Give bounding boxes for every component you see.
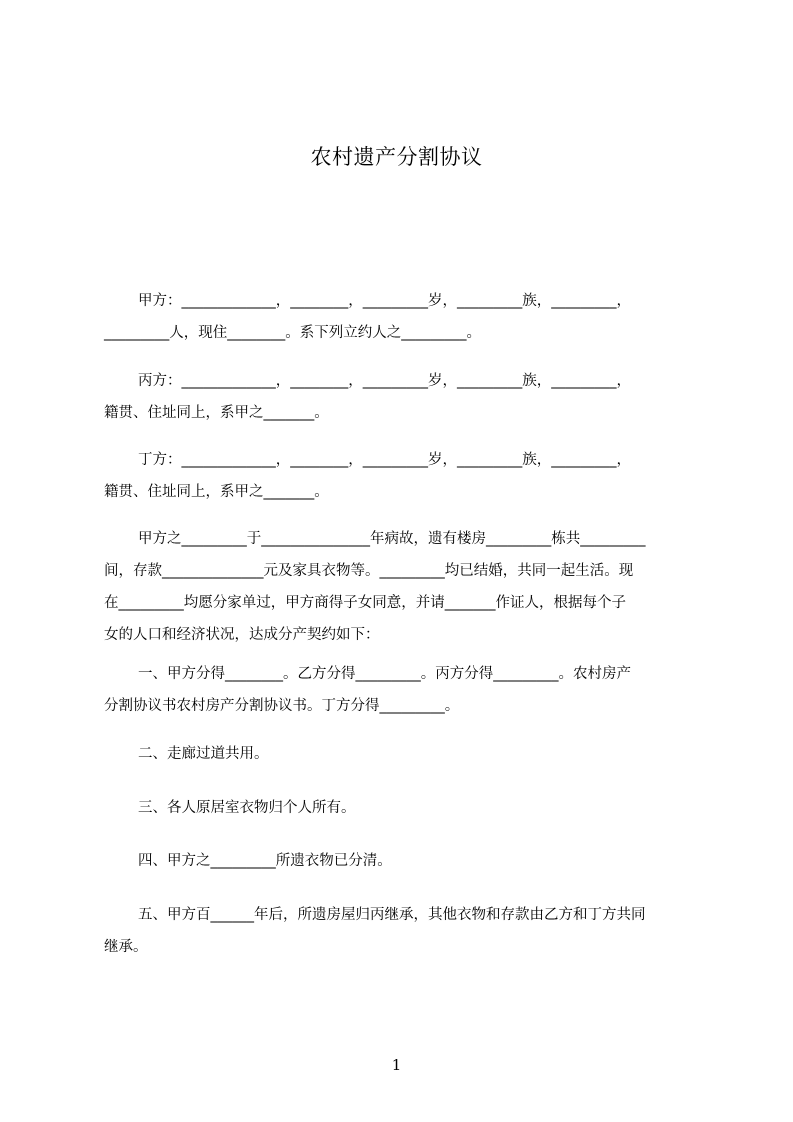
background-line-4: 女的人口和经济状况，达成分产契约如下：: [104, 627, 380, 643]
clause-3-text: 三、各人原居室衣物归个人所有。: [138, 800, 356, 816]
party-d-paragraph: [104, 444, 700, 508]
background-line-1: 甲方之_________于_______________年病故，遗有楼房_________栋共_________: [138, 531, 646, 547]
clause-2-text: 二、走廊过道共用。: [138, 746, 269, 762]
party-a-line-2: _________人，现住________。系下列立约人之_________。: [104, 325, 481, 341]
document-title: 农村遗产分割协议: [310, 145, 483, 169]
party-d-line-2: 籍贯、住址同上，系甲之_______。: [104, 484, 329, 500]
clause-4-text: 四、甲方之_________所遗衣物已分清。: [138, 853, 392, 869]
party-c-paragraph: [104, 365, 700, 429]
clause-2-paragraph: [104, 738, 700, 770]
clause-5-line-2: 继承。: [104, 939, 148, 955]
clause-1-line-2: 分割协议书农村房产分割协议书。丁方分得_________。: [104, 698, 460, 714]
page-number: 1: [391, 1056, 402, 1074]
background-line-3: 在_________均愿分家单过，甲方商得子女同意，并请_______作证人，根据每个子: [104, 595, 626, 611]
background-line-2: 间，存款______________元及家具衣物等。_________均已结婚，共同一起生活。现: [104, 563, 634, 579]
party-d-line-1: 丁方：_____________，________，_________岁，_________族，_________，: [138, 452, 631, 468]
party-c-line-2: 籍贯、住址同上，系甲之_______。: [104, 405, 329, 421]
party-c-line-1: 丙方：_____________，________，_________岁，_________族，_________，: [138, 373, 631, 389]
clause-1-paragraph: [104, 658, 700, 722]
clause-3-paragraph: [104, 792, 700, 824]
party-a-line-1: 甲方：_____________，________，_________岁，_________族，_________，: [138, 293, 631, 309]
clause-1-line-1: 一、甲方分得________。乙方分得_________。丙方分得_________。农村房产: [138, 666, 631, 682]
clause-4-paragraph: [104, 845, 700, 877]
background-paragraph: [104, 523, 700, 651]
clause-5-paragraph: [104, 899, 700, 963]
clause-5-line-1: 五、甲方百______年后，所遗房屋归丙继承，其他衣物和存款由乙方和丁方共同: [138, 907, 646, 923]
party-a-paragraph: [104, 285, 700, 349]
